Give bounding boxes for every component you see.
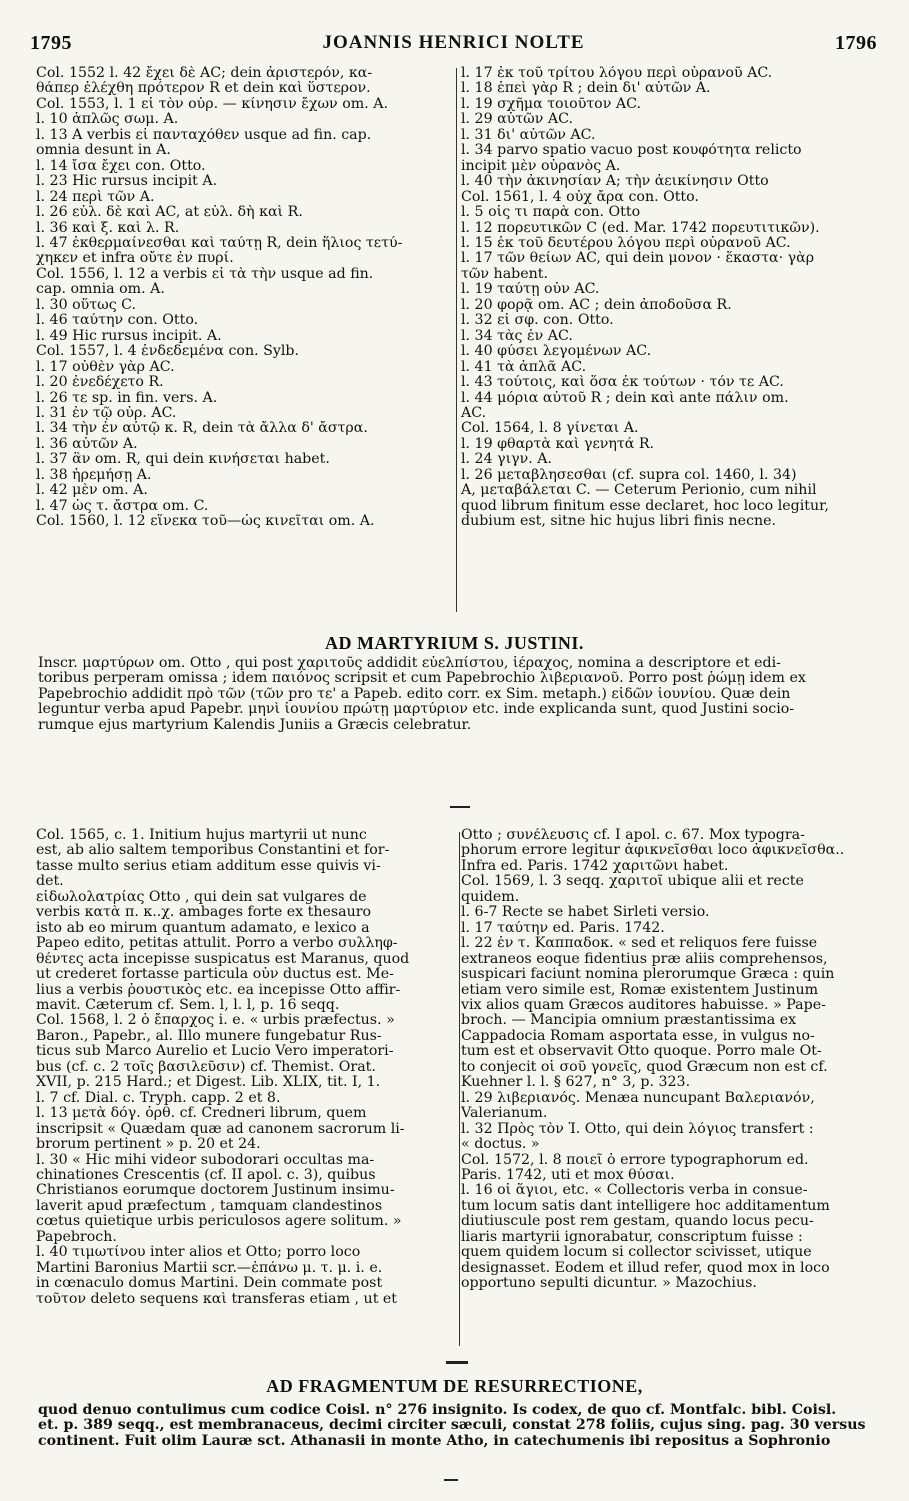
text-line: l. 18 ἐπεὶ γὰρ R ; dein δι' αὐτῶν A. xyxy=(461,81,711,97)
text-line: l. 36 καὶ ξ. καὶ λ. R. xyxy=(36,220,180,236)
text-line: isto ab eo mirum quantum adamato, e lexico a xyxy=(36,920,370,936)
text-line: tum est et observavit Otto quoque. Porro male Ot- xyxy=(461,1044,822,1060)
text-line: quidem. xyxy=(461,889,520,905)
column-divider-top xyxy=(456,68,457,612)
martyrium-intro-paragraph xyxy=(38,656,875,733)
text-line: cœtus quietique urbis periculosos agere solitum. » xyxy=(36,1214,402,1230)
text-line: brorum pertinent » p. 20 et 24. xyxy=(36,1137,261,1153)
text-line: to conjecit οἱ σοῦ γονεῖς, quod Græcum non est cf. xyxy=(461,1059,828,1075)
text-line: Col. 1564, l. 8 γίνεται A. xyxy=(461,421,639,437)
text-line: liaris martyrii ignorabatur, conscriptum fuisse : xyxy=(461,1229,803,1245)
text-line: Col. 1568, l. 2 ὁ ἔπαρχος i. e. « urbis præfectus. » xyxy=(36,1013,395,1029)
text-line: l. 19 ταύτῃ οὖν AC. xyxy=(461,282,600,298)
running-header xyxy=(30,30,877,56)
text-line: suspicari faciunt nomina plerorumque Græca : quin xyxy=(461,967,835,983)
text-line: l. 12 πορευτικῶν C (ed. Mar. 1742 πορευτιτικῶν). xyxy=(461,220,820,236)
notes-bottom-left-column xyxy=(36,828,450,1368)
separator-dash xyxy=(444,1479,458,1481)
text-line: l. 16 οἱ ἅγιοι, etc. « Collectoris verba in consue- xyxy=(461,1183,808,1199)
text-line: diutiuscule post rem gestam, quando locus pecu- xyxy=(461,1214,814,1230)
text-line: l. 46 ταύτην con. Otto. xyxy=(36,313,199,329)
separator-dash xyxy=(446,1361,468,1364)
notes-top-left-column xyxy=(36,66,450,626)
text-line: l. 26 εὐλ. δὲ καὶ AC, at εὐλ. δὴ καὶ R. xyxy=(36,205,303,221)
text-line: Col. 1572, l. 8 ποιεῖ ὁ errore typographorum ed. xyxy=(461,1152,809,1168)
text-line: l. 40 φύσει λεγομένων AC. xyxy=(461,344,652,360)
text-line: lius a verbis ῥουστικὸς etc. ea incepisse Otto affir- xyxy=(36,982,401,998)
text-line: Paris. 1742, uti et mox θύσαι. xyxy=(461,1167,675,1183)
notes-bottom xyxy=(36,828,875,1368)
text-line: l. 10 ἁπλῶς σωμ. A. xyxy=(36,112,179,128)
text-line: quod denuo contulimus cum codice Coisl. n° 276 insignito. Is codex, de quo cf. Montfalc. bibl. Coisl. xyxy=(38,1403,837,1418)
text-line: l. 24 περὶ τῶν A. xyxy=(36,189,155,205)
text-line: opportuno sepulti dicuntur. » Mazochius. xyxy=(461,1276,757,1292)
text-line: omnia desunt in A. xyxy=(36,143,171,159)
text-line: dubium est, sitne hic hujus libri finis necne. xyxy=(461,514,777,530)
text-line: l. 7 cf. Dial. c. Tryph. capp. 2 et 8. xyxy=(36,1090,281,1106)
text-line: l. 40 τιμωτίνου inter alios et Otto; porro loco xyxy=(36,1245,361,1261)
text-line: l. 34 parvo spatio vacuo post κουφότητα relicto xyxy=(461,143,802,159)
text-line: l. 32 εἰ σφ. con. Otto. xyxy=(461,313,614,329)
text-line: τοῦτον deleto sequens καὶ transferas etiam , ut et xyxy=(36,1291,398,1307)
running-title: JOANNIS HENRICI NOLTE xyxy=(322,32,585,53)
text-line: Col. 1560, l. 12 εἵνεκα τοῦ—ὡς κινεῖται om. A. xyxy=(36,514,375,530)
text-line: inscripsit « Quædam quæ ad canonem sacrorum li- xyxy=(36,1121,405,1137)
text-line: verbis κατὰ π. κ..χ. ambages forte ex thesauro xyxy=(36,905,372,921)
text-line: quem quidem locum si collector scivisset, utique xyxy=(461,1245,812,1261)
text-line: extraneos eoque fidentius præ aliis comprehensos, xyxy=(461,951,828,967)
text-line: Col. 1561, l. 4 οὐχ ἄρα con. Otto. xyxy=(461,189,699,205)
text-line: Otto ; συνέλευσις cf. I apol. c. 67. Mox typogra- xyxy=(461,828,805,843)
text-line: l. 19 φθαρτὰ καὶ γενητά R. xyxy=(461,436,655,452)
text-line: l. 34 τὴν ἐν αὐτῷ κ. R, dein τὰ ἄλλα δ' ἄστρα. xyxy=(36,421,368,437)
separator-dash xyxy=(450,806,470,808)
notes-top-right-column xyxy=(461,66,875,626)
text-line: XVII, p. 215 Hard.; et Digest. Lib. XLIX, tit. I, 1. xyxy=(36,1075,381,1091)
text-line: l. 17 οὐθὲν γὰρ AC. xyxy=(36,359,175,375)
text-line: Baron., Papebr., al. Illo munere fungebatur Rus- xyxy=(36,1028,382,1044)
text-line: Col. 1565, c. 1. Initium hujus martyrii ut nunc xyxy=(36,828,367,843)
column-divider-bottom xyxy=(459,832,460,1346)
text-line: phorum errore legitur ἀφικνεῖσθαι loco ἀφικνεῖσθα.. xyxy=(461,843,845,859)
page-number-left: 1795 xyxy=(30,31,72,54)
page-number-right: 1796 xyxy=(835,31,877,54)
text-line: l. 31 δι' αὐτῶν AC. xyxy=(461,127,596,143)
text-line: tum locum satis dant intelligere hoc additamentum xyxy=(461,1198,830,1214)
text-line: etiam vero simile est, Romæ existentem Justinum xyxy=(461,982,819,998)
text-line: l. 24 γιγν. A. xyxy=(461,452,553,468)
text-line: rumque ejus martyrium Kalendis Juniis a Græcis celebratur. xyxy=(38,717,472,733)
text-line: det. xyxy=(36,874,64,890)
text-line: l. 47 ἐκθερμαίνεσθαι καὶ ταύτῃ R, dein ἥλιος τετύ- xyxy=(36,235,403,251)
text-line: Kuehner l. l. § 627, n° 3, p. 323. xyxy=(461,1075,691,1091)
text-line: l. 17 τῶν θείων AC, qui dein μονον · ἕκαστα· γὰρ xyxy=(461,251,815,267)
text-line: toribus perperam omissa ; idem παιόνος scripsit et cum Papebrochio λιβεριανοῦ. Porro post ῥώμῃ idem ex xyxy=(38,671,806,687)
text-line: l. 13 A verbis εἰ πανταχόθεν usque ad fin. cap. xyxy=(36,127,372,143)
text-line: Col. 1553, l. 1 εἰ τὸν οὐρ. — κίνησιν ἔχων om. A. xyxy=(36,96,388,112)
text-line: designasset. Eodem et illud refer, quod mox in loco xyxy=(461,1260,830,1276)
text-line: l. 15 ἐκ τοῦ δευτέρου λόγου περὶ οὐρανοῦ AC. xyxy=(461,235,791,251)
text-line: l. 14 ἴσα ἔχει con. Otto. xyxy=(36,158,206,174)
text-line: εἰδωλολατρίας Otto , qui dein sat vulgares de xyxy=(36,889,367,905)
text-line: l. 17 ἐκ τοῦ τρίτου λόγου περὶ οὐρανοῦ AC. xyxy=(461,66,773,81)
text-line: l. 5 οἷς τι παρὰ con. Otto xyxy=(461,205,641,221)
text-line: Papeo edito, petitas attulit. Porro a verbo συλληφ- xyxy=(36,936,398,952)
text-line: χηκεν et infra οὔτε ἐν πυρί. xyxy=(36,251,234,267)
text-line: l. 30 « Hic mihi videor subodorari occultas ma- xyxy=(36,1152,375,1168)
fragment-intro-paragraph xyxy=(38,1403,875,1449)
text-line: θέντες acta incepisse suspicatus est Maranus, quod xyxy=(36,951,410,967)
text-line: l. 37 ἂν om. R, qui dein κινήσεται habet. xyxy=(36,452,330,468)
text-line: l. 19 σχῆμα τοιοῦτον AC. xyxy=(461,96,641,112)
text-line: l. 41 τὰ ἁπλᾶ AC. xyxy=(461,359,587,375)
text-line: τῶν habent. xyxy=(461,266,548,282)
text-line: l. 42 μὲν om. A. xyxy=(36,483,148,499)
text-line: l. 49 Hic rursus incipit. A. xyxy=(36,328,222,344)
text-line: l. 29 λιβεριανός. Menæa nuncupant Βαλεριανόν, xyxy=(461,1090,815,1106)
text-line: Valerianum. xyxy=(461,1106,548,1122)
text-line: θάπερ ἐλέχθη πρότερον R et dein καὶ ὕστερον. xyxy=(36,81,371,97)
notes-bottom-right-column xyxy=(461,828,875,1368)
text-line: l. 31 ἐν τῷ οὐρ. AC. xyxy=(36,405,177,421)
text-line: Inscr. μαρτύρων om. Otto , qui post χαριτοῦς addidit εὐελπίστου, ἱέραχος, nomina a descriptore et edi- xyxy=(38,656,781,671)
text-line: l. 22 ἐν τ. Καππαδοκ. « sed et reliquos fere fuisse xyxy=(461,936,818,952)
text-line: l. 26 μεταβλησεσθαι (cf. supra col. 1460, l. 34) xyxy=(461,467,797,483)
text-line: A, μεταβάλεται C. — Ceterum Perionio, cum nihil xyxy=(461,483,817,499)
text-line: l. 38 ἠρεμήσῃ A. xyxy=(36,467,152,483)
text-line: l. 40 τὴν ἀκινησίαν A; τὴν ἀεικίνησιν Otto xyxy=(461,174,769,190)
text-line: l. 20 φορᾷ om. AC ; dein ἀποδοῦσα R. xyxy=(461,297,732,313)
text-line: cap. omnia om. A. xyxy=(36,282,165,298)
text-line: l. 23 Hic rursus incipit A. xyxy=(36,174,218,190)
text-line: Christianos eorumque doctorem Justinum insimu- xyxy=(36,1183,395,1199)
text-line: est, ab alio saltem temporibus Constantini et for- xyxy=(36,843,390,859)
text-line: Infra ed. Paris. 1742 χαριτῶνι habet. xyxy=(461,858,729,874)
text-line: leguntur verba apud Papebr. μηνὶ ἰουνίου πρώτῃ μαρτύριον etc. inde explicanda sunt, quod Justini socio- xyxy=(38,702,795,718)
text-line: l. 17 ταύτην ed. Paris. 1742. xyxy=(461,920,665,936)
text-line: laverit apud præfectum , tamquam clandestinos xyxy=(36,1198,383,1214)
text-line: l. 44 μόρια αὐτοῦ R ; dein καὶ ante πάλιν om. xyxy=(461,390,789,406)
text-line: Martini Baronius Martii scr.—ἐπάνω μ. τ. μ. i. e. xyxy=(36,1260,383,1276)
text-line: l. 13 μετὰ δόγ. ὀρθ. cf. Credneri librum, quem xyxy=(36,1106,367,1122)
text-line: Papebrochio addidit πρὸ τῶν (τῶν pro τε' a Papeb. edito corr. ex Sim. metaph.) εἰδῶν ἰουνίου. Quæ dein xyxy=(38,686,791,702)
text-line: vix alios quam Græcos auditores habuisse. » Pape- xyxy=(461,997,826,1013)
text-line: incipit μὲν οὐρανὸς A. xyxy=(461,158,621,174)
text-line: Col. 1552 l. 42 ἔχει δὲ AC; dein ἀριστερόν, κα- xyxy=(36,66,373,81)
text-line: ut crederet fortasse particula οὖν ductus est. Me- xyxy=(36,967,394,983)
text-line: mavit. Cæterum cf. Sem. l, l. l, p. 16 seqq. xyxy=(36,997,340,1013)
text-line: continent. Fuit olim Lauræ sct. Athanasii in monte Atho, in catechumenis ibi repositus a Sophronio xyxy=(38,1433,831,1449)
text-line: chinationes Crescentis (cf. II apol. c. 3), quibus xyxy=(36,1167,376,1183)
section-title-fragment: AD FRAGMENTUM DE RESURRECTIONE, xyxy=(266,1376,643,1396)
text-line: quod librum finitum esse declaret, hoc loco legitur, xyxy=(461,498,829,514)
text-line: Papebroch. xyxy=(36,1229,117,1245)
text-line: l. 20 ἐνεδέχετο R. xyxy=(36,375,164,391)
text-line: Cappadocia Romam asportata esse, in vulgus no- xyxy=(461,1028,815,1044)
text-line: Col. 1556, l. 12 a verbis εἰ τὰ τὴν usque ad fin. xyxy=(36,266,374,282)
text-line: l. 36 αὐτῶν A. xyxy=(36,436,138,452)
text-line: bus (cf. c. 2 τοῖς βασιλεῦσιν) cf. Themist. Orat. xyxy=(36,1059,376,1075)
text-line: l. 6-7 Recte se habet Sirleti versio. xyxy=(461,905,710,921)
section-title-martyrium: AD MARTYRIUM S. JUSTINI. xyxy=(325,633,584,653)
text-line: ticus sub Marco Aurelio et Lucio Vero imperatori- xyxy=(36,1044,394,1060)
text-line: l. 34 τὰς ἐν AC. xyxy=(461,328,573,344)
text-line: AC. xyxy=(461,405,487,421)
text-line: l. 26 τε sp. in fin. vers. A. xyxy=(36,390,218,406)
text-line: in cœnaculo domus Martini. Dein commate post xyxy=(36,1276,383,1292)
text-line: tasse multo serius etiam additum esse quivis vi- xyxy=(36,858,381,874)
text-line: et. p. 389 seqq., est membranaceus, decimi circiter sæculi, constat 278 foliis, cujus sing. pag. 30 versus xyxy=(38,1418,866,1434)
text-line: l. 30 οὕτως C. xyxy=(36,297,137,313)
text-line: Col. 1569, l. 3 seqq. χαριτοῖ ubique alii et recte xyxy=(461,874,804,890)
text-line: l. 29 αὐτῶν AC. xyxy=(461,112,573,128)
text-line: l. 32 Πρὸς τὸν Ἰ. Otto, qui dein λόγιος transfert : xyxy=(461,1121,814,1137)
text-line: « doctus. » xyxy=(461,1137,540,1153)
text-line: broch. — Mancipia omnium præstantissima ex xyxy=(461,1013,797,1029)
text-line: Col. 1557, l. 4 ἐνδεδεμένα con. Sylb. xyxy=(36,344,299,360)
text-line: l. 43 τούτοις, καὶ ὅσα ἐκ τούτων · τόν τε AC. xyxy=(461,375,784,391)
text-line: l. 47 ὡς τ. ἄστρα om. C. xyxy=(36,498,209,514)
